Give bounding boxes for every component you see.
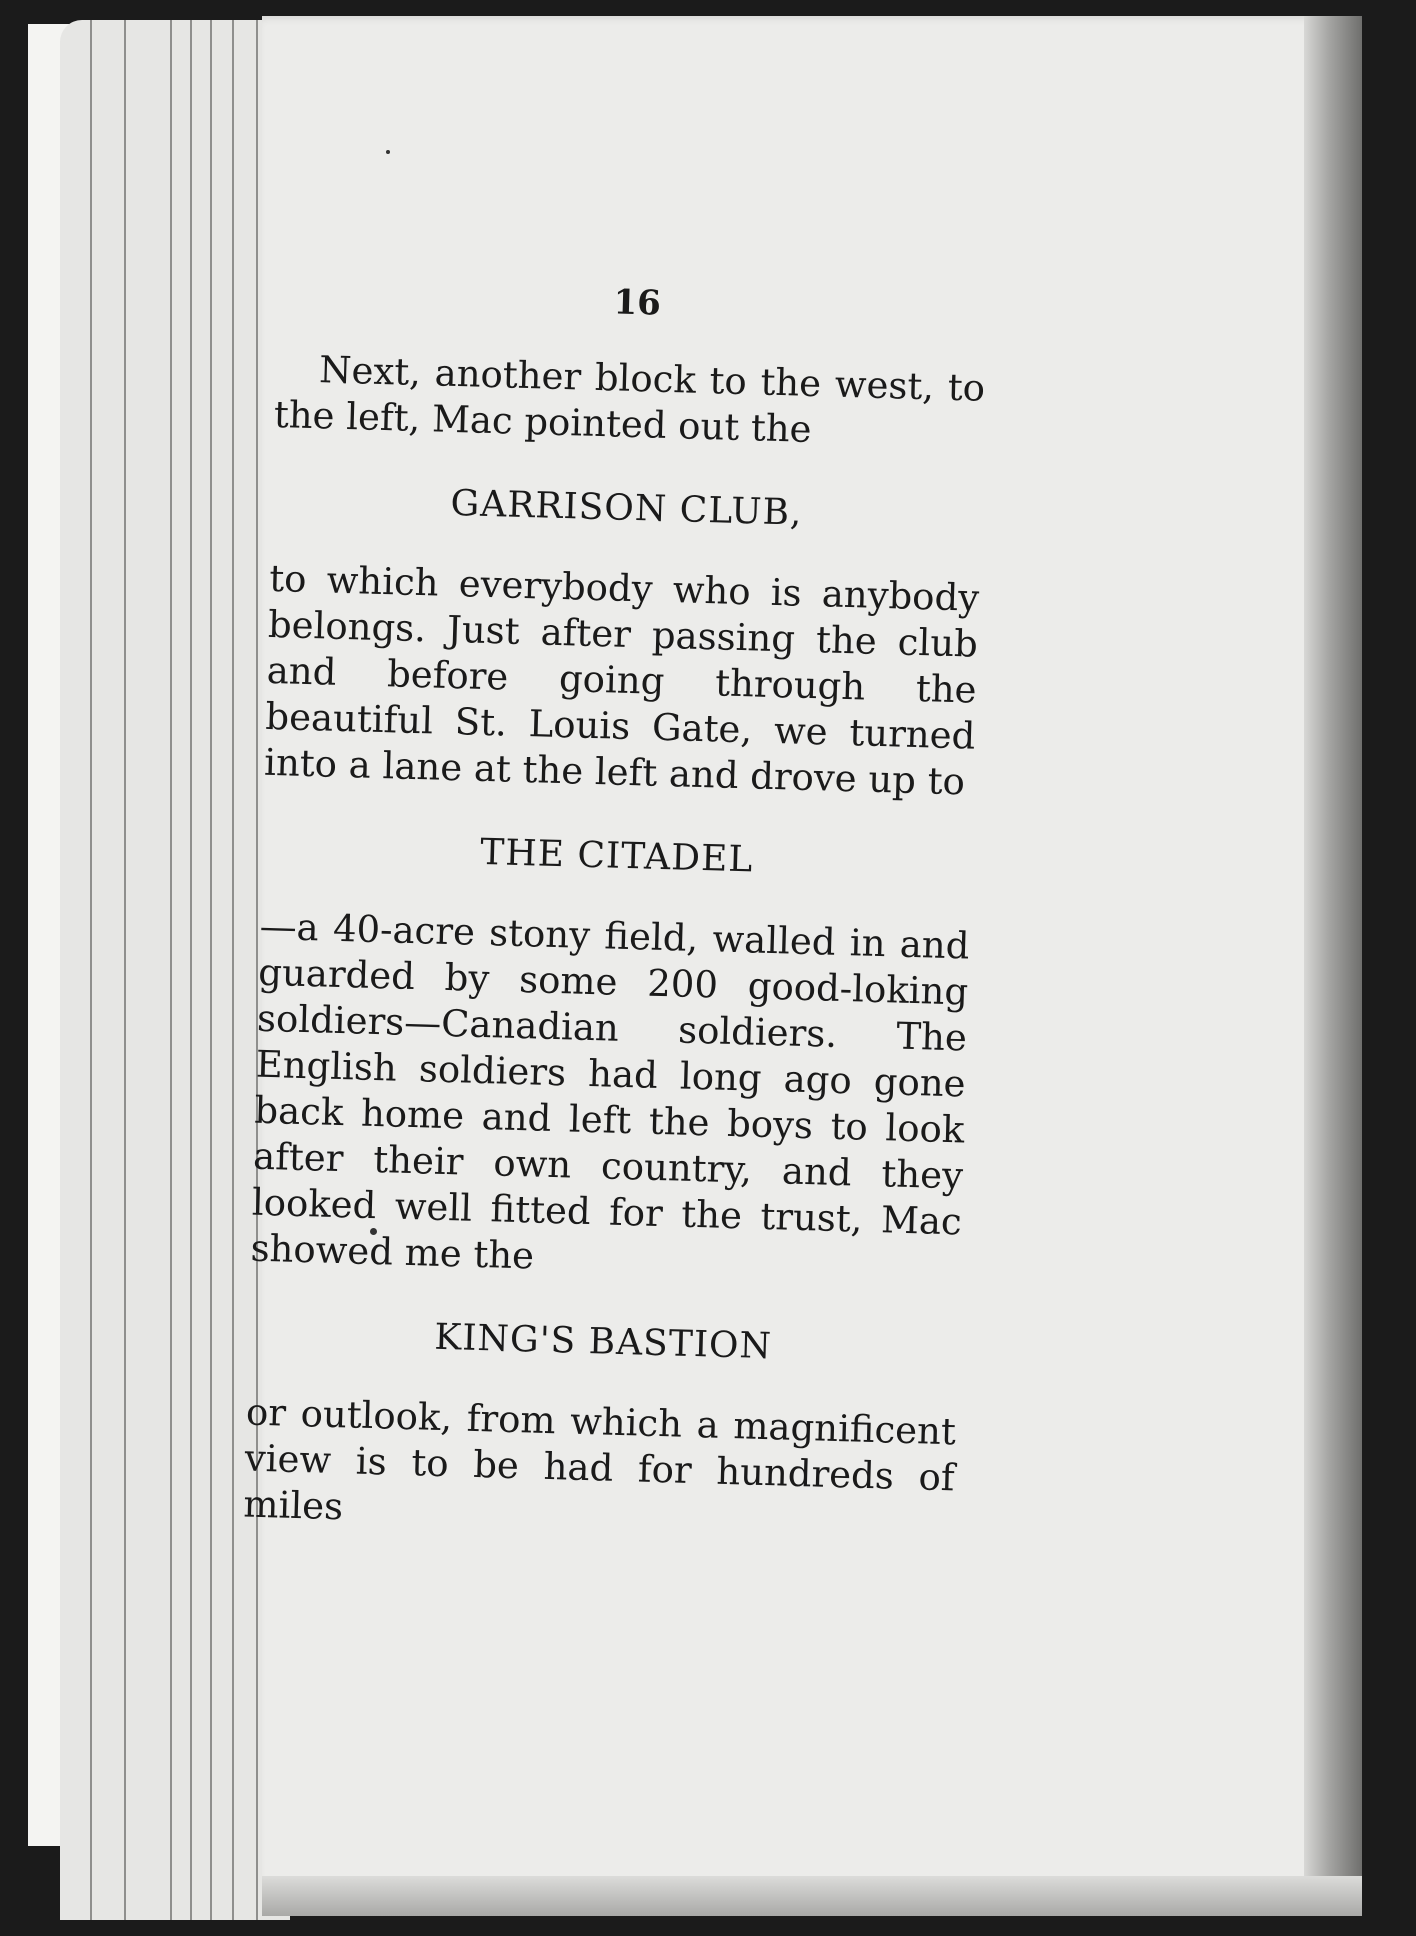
page-edge [170, 20, 172, 1920]
page-number: 16 [612, 282, 662, 324]
paragraph: or outlook, from which a magnificent view is to be had for hundreds of miles [242, 1390, 957, 1529]
fanned-page-edges [60, 20, 290, 1920]
paragraph: to which everybody who is anybody belongs. Just after passing the club and before going through the beautiful St. Louis Gate, we turned into a lane at the left and drove up to [263, 556, 980, 804]
page-edge [124, 20, 126, 1920]
bottom-edge-shadow [262, 1876, 1362, 1916]
section-heading: KING'S BASTION [433, 1316, 773, 1368]
page-edge [210, 20, 212, 1920]
paragraph: —a 40-acre stony field, walled in and guarded by some 200 good-loking soldiers—Canadian soldiers. The English soldiers had long ago gone back home and left the boys to look after their own country, and they looked well fitted for the trust, Mac showed me the [250, 904, 970, 1278]
paragraph: Next, another block to the west, to the left, Mac pointed out the [273, 348, 986, 451]
page-edge [232, 20, 234, 1920]
binding-shadow [1304, 16, 1362, 1916]
page-edge [190, 20, 192, 1920]
page-text [242, 270, 1268, 1593]
page-edge [90, 20, 92, 1920]
paper-speck [386, 150, 390, 154]
section-heading: THE CITADEL [479, 831, 754, 881]
section-heading: GARRISON CLUB, [449, 482, 804, 534]
